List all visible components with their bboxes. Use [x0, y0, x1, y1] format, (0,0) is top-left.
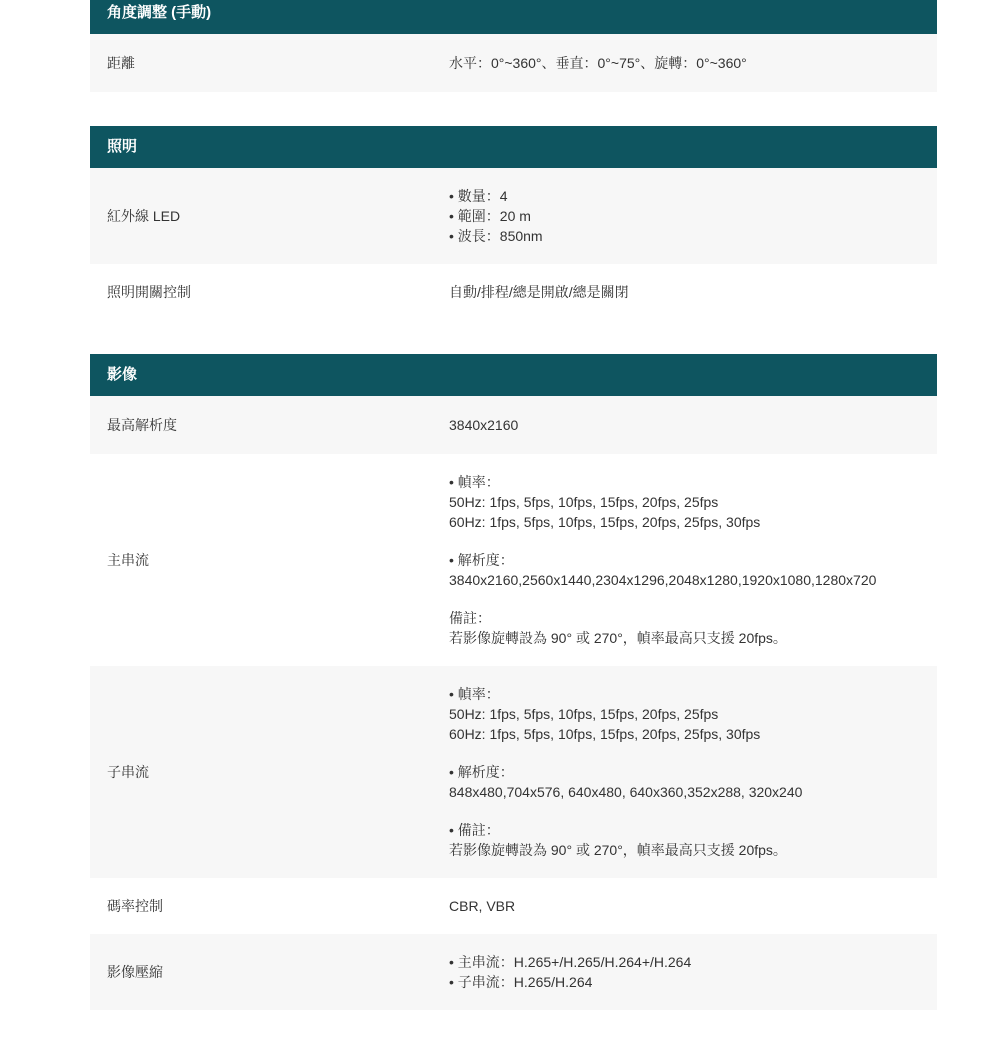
spec-row-sub-stream — [90, 666, 937, 878]
value-line: • 備註： — [449, 822, 500, 838]
section-header: 角度調整 (手動) — [90, 0, 937, 34]
value-line: • 數量：4 — [449, 188, 508, 204]
value-line: 3840x2160 — [449, 417, 519, 433]
value-line: 備註： — [449, 610, 491, 626]
spec-value — [430, 472, 876, 648]
spec-label: 距離 — [107, 55, 135, 71]
spec-value — [430, 282, 629, 302]
value-line: • 子串流：H.265/H.264 — [449, 974, 593, 990]
value-line: CBR, VBR — [449, 898, 516, 914]
section-header: 照明 — [90, 126, 937, 168]
spec-value — [430, 684, 802, 860]
value-line: • 波長：850nm — [449, 228, 543, 244]
value-line: 848x480,704x576, 640x480, 640x360,352x288, 320x240 — [449, 784, 803, 800]
value-line: 3840x2160,2560x1440,2304x1296,2048x1280,1920x1080,1280x720 — [449, 572, 877, 588]
spec-label: 子串流 — [107, 764, 149, 780]
spec-label: 碼率控制 — [107, 898, 163, 914]
spacer — [449, 590, 876, 608]
value-line: 自動/排程/總是開啟/總是關閉 — [449, 284, 629, 300]
spec-row-light-control — [90, 264, 937, 320]
value-line: • 解析度： — [449, 764, 514, 780]
section-video — [90, 354, 937, 1010]
spec-value — [430, 896, 515, 916]
value-line: 若影像旋轉設為 90° 或 270°，幀率最高只支援 20fps。 — [449, 630, 787, 646]
value-line: 60Hz: 1fps, 5fps, 10fps, 15fps, 20fps, 25fps, 30fps — [449, 726, 761, 742]
section-angle — [90, 0, 937, 92]
spec-label: 照明開關控制 — [107, 284, 191, 300]
spec-label: 主串流 — [107, 552, 149, 568]
spec-value — [430, 952, 691, 992]
spec-label: 最高解析度 — [107, 417, 177, 433]
value-line: 50Hz: 1fps, 5fps, 10fps, 15fps, 20fps, 25fps — [449, 706, 719, 722]
value-line: 50Hz: 1fps, 5fps, 10fps, 15fps, 20fps, 25fps — [449, 494, 719, 510]
spacer — [449, 744, 802, 762]
spacer — [449, 532, 876, 550]
spec-row-ir-led — [90, 168, 937, 264]
value-line: • 幀率： — [449, 474, 500, 490]
value-line: 若影像旋轉設為 90° 或 270°，幀率最高只支援 20fps。 — [449, 842, 787, 858]
spec-row-video-compression — [90, 934, 937, 1010]
spec-table — [90, 0, 937, 1044]
value-line: • 主串流：H.265+/H.265/H.264+/H.264 — [449, 954, 692, 970]
spec-row-distance — [90, 34, 937, 92]
spec-value — [430, 415, 518, 435]
section-header: 影像 — [90, 354, 937, 396]
value-line: • 幀率： — [449, 686, 500, 702]
spec-value — [430, 186, 543, 246]
value-line: • 範圍：20 m — [449, 208, 531, 224]
spec-row-main-stream — [90, 454, 937, 666]
spec-row-bitrate-control — [90, 878, 937, 934]
spec-value — [430, 53, 747, 73]
spec-label: 影像壓縮 — [107, 964, 163, 980]
spec-row-max-resolution — [90, 396, 937, 454]
spacer — [449, 802, 802, 820]
value-line: 60Hz: 1fps, 5fps, 10fps, 15fps, 20fps, 25fps, 30fps — [449, 514, 761, 530]
value-line: 水平：0°~360°、垂直：0°~75°、旋轉：0°~360° — [449, 55, 747, 71]
section-illumination — [90, 126, 937, 320]
spec-label: 紅外線 LED — [107, 208, 181, 224]
value-line: • 解析度： — [449, 552, 514, 568]
